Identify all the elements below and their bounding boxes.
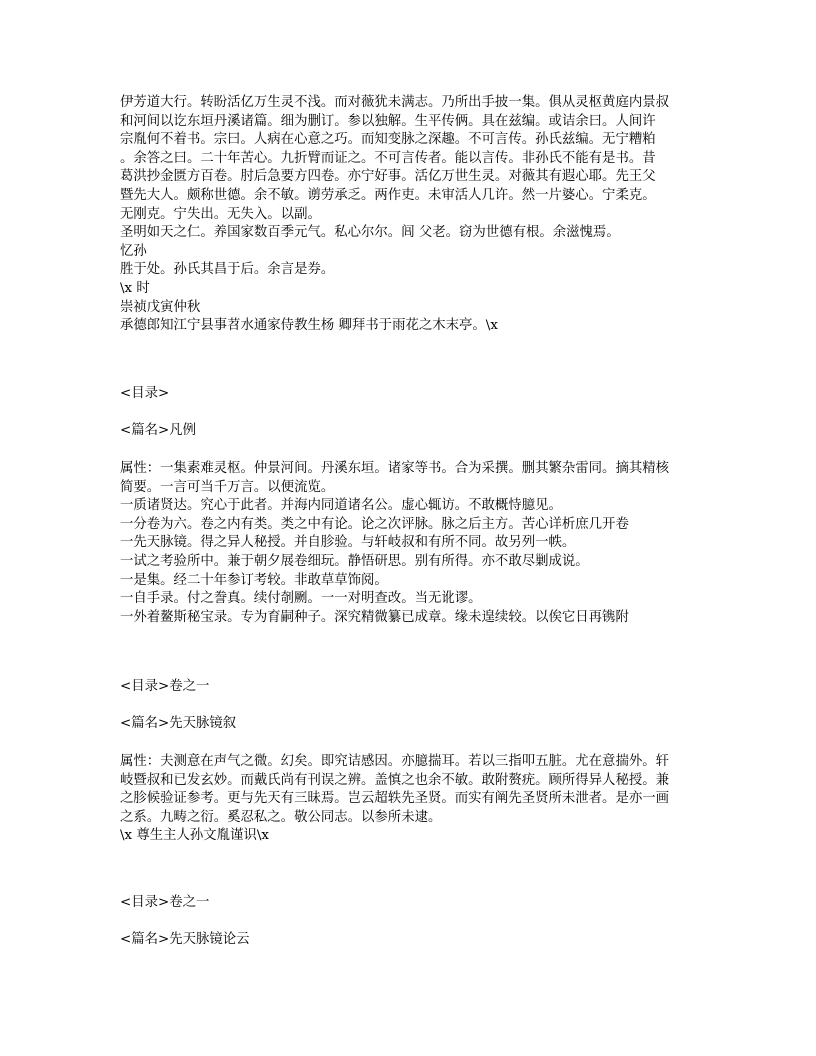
text-line: 崇祯戊寅仲秋 [120, 299, 201, 315]
text-line: 之胗候验证参考。更与先天有三昧焉。岂云超轶先圣贤。而实有阐先圣贤所未泄者。是亦一画 [120, 791, 670, 807]
text-line: 圣明如天之仁。养国家数百季元气。私心尔尔。闾 父老。窃为世德有根。余滋愧焉。 [120, 225, 620, 241]
toc-heading: <目录>卷之一 [120, 679, 210, 694]
text-line: 简要。一言可当千万言。以便流览。 [120, 479, 335, 495]
text-line: 暨先大人。颇称世德。余不敏。谫劳承乏。两作吏。未审活人几许。然一片婆心。宁柔克。 [120, 187, 656, 203]
toc-heading: <目录>卷之一 [120, 895, 210, 910]
chapter-title: <篇名>凡例 [120, 423, 197, 438]
text-line: 葛洪抄金匮方百卷。肘后急要方四卷。亦宁好事。活亿万世生灵。对薇其有遐心耶。先王父 [120, 169, 656, 185]
text-line: 一先天脉镜。得之异人秘授。并自胗验。与轩岐叔和有所不同。故另列一帙。 [120, 535, 576, 551]
chapter-title: <篇名>先天脉镜论云 [120, 932, 250, 947]
text-line: 承德郎知江宁县事苕水通家侍教生杨 卿拜书于雨花之木末亭。\x [120, 318, 498, 334]
text-line: 属性：一集素难灵枢。仲景河间。丹溪东垣。诸家等书。合为采撰。删其繁杂雷同。摘其精核 [120, 461, 670, 476]
text-line: 无刚克。宁失出。无失入。以副。 [120, 206, 321, 222]
text-line: 属性：夫测意在声气之微。幻矣。即究诘感因。亦臆揣耳。若以三指叩五脏。尤在意揣外。轩 [120, 754, 670, 769]
text-line: 一试之考验所中。兼于朝夕展卷细玩。静悟研思。别有所得。亦不敢尽剿成说。 [120, 553, 589, 569]
text-line: 一质诸贤达。究心于此者。并海内同道诸名公。虚心辄访。不敢概恃臆见。 [120, 498, 562, 514]
text-line: 宗胤何不着书。宗曰。人病在心意之巧。而知变脉之深趣。不可言传。孙氏兹编。无宁糟粕 [120, 132, 656, 148]
text-line: 和河间以讫东垣丹溪诸篇。细为删订。参以独解。生平传俩。具在兹编。或诘余曰。人间许 [120, 113, 656, 129]
toc-heading: <目录> [120, 386, 170, 401]
text-line: 之系。九畴之衍。奚忍私之。敬公同志。以参所未逮。 [120, 809, 442, 825]
chapter-body [120, 752, 700, 845]
text-line: 岐暨叔和已发玄妙。而戴氏尚有刊误之辨。盖慎之也余不敏。敢附赘疣。顾所得异人秘授。兼 [120, 772, 670, 788]
chapter-title: <篇名>先天脉镜叙 [120, 716, 237, 731]
text-line: 胜于处。孙氏其昌于后。余言是券。 [120, 262, 335, 278]
chapter-body [120, 459, 700, 626]
text-line: \x 时 [120, 280, 150, 296]
text-line: 一分卷为六。卷之内有类。类之中有论。论之次评脉。脉之后主方。苦心详析庶几开卷 [120, 516, 629, 532]
text-line: 一外着鳌斯秘宝录。专为育嗣种子。深究精微纂已成章。缘未遑续较。以俟它日再镌附 [120, 609, 629, 625]
text-line: 一是集。经二十年参订考较。非敢草草饰阅。 [120, 572, 388, 588]
text-line: \x 尊生主人孙文胤谨识\x [120, 828, 269, 844]
text-line: 伊芳道大行。转盼活亿万生灵不浅。而对薇犹未满志。乃所出手披一集。俱从灵枢黄庭内景叔 [120, 95, 670, 110]
text-line: 。余答之曰。二十年苦心。九折臂而证之。不可言传者。能以言传。非孙氏不能有是书。昔 [120, 150, 656, 166]
text-line: 忆孙 [120, 243, 147, 259]
text-line: 一自手录。付之誊真。续付剞劂。一一对明查改。当无讹谬。 [120, 591, 482, 607]
preface-text [120, 94, 669, 336]
